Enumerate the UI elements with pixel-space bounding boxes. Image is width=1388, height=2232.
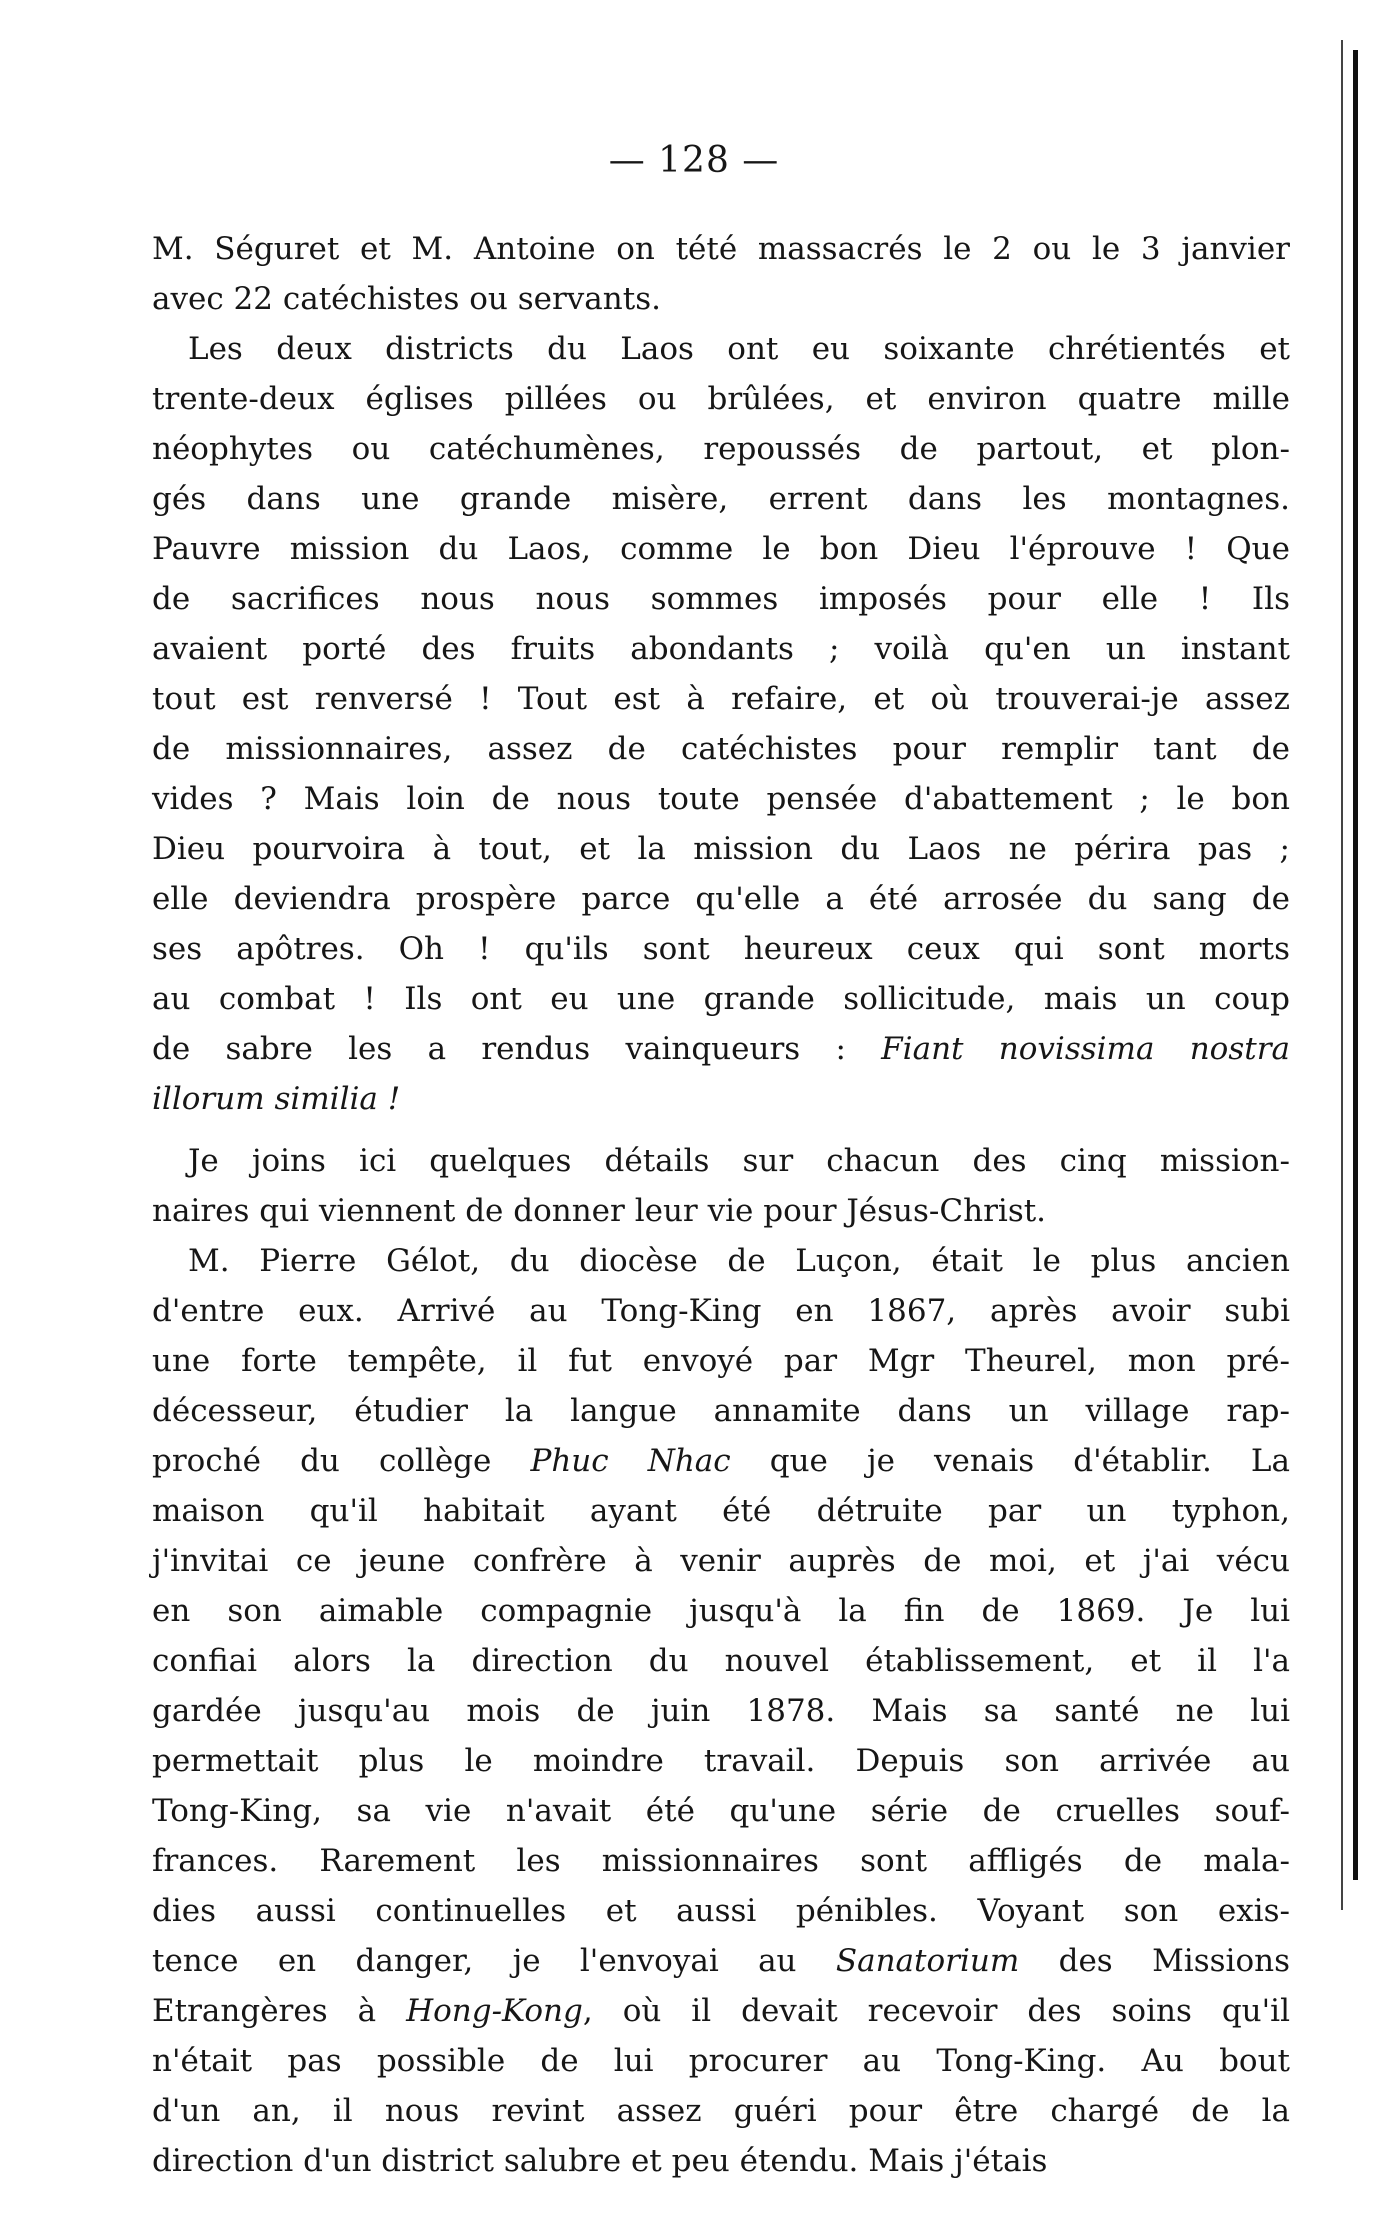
text-line: gés dans une grande misère, errent dans les montagnes.: [152, 481, 1290, 517]
binding-shadow: [1341, 40, 1343, 1910]
college-name: Phuc Nhac: [530, 1443, 731, 1479]
text-line: Tong-King, sa vie n'avait été qu'une série de cruelles souf-: [152, 1793, 1290, 1829]
text-line: avaient porté des fruits abondants ; voilà qu'en un instant: [152, 631, 1290, 667]
text-line: de sacrifices nous nous sommes imposés pour elle ! Ils: [152, 581, 1290, 617]
text-line: permettait plus le moindre travail. Depuis son arrivée au: [152, 1743, 1290, 1779]
text-line: tout est renversé ! Tout est à refaire, et où trouverai-je assez: [152, 681, 1290, 717]
text-line: Je joins ici quelques détails sur chacun des cinq mission-: [188, 1143, 1290, 1179]
text-line: décesseur, étudier la langue annamite dans un village rap-: [152, 1393, 1290, 1429]
text-line: M. Séguret et M. Antoine on tété massacrés le 2 ou le 3 janvier: [152, 231, 1290, 267]
text-line: de sabre les a rendus vainqueurs : Fiant novissima nostra: [152, 1031, 1291, 1067]
text-line: maison qu'il habitait ayant été détruite par un typhon,: [152, 1493, 1290, 1529]
text-line: vides ? Mais loin de nous toute pensée d'abattement ; le bon: [152, 781, 1290, 817]
text-line: de missionnaires, assez de catéchistes pour remplir tant de: [152, 731, 1290, 767]
text-line: en son aimable compagnie jusqu'à la fin de 1869. Je lui: [152, 1593, 1290, 1629]
text-line: elle deviendra prospère parce qu'elle a été arrosée du sang de: [152, 881, 1290, 917]
text-line: Etrangères à Hong-Kong, où il devait recevoir des soins qu'il: [152, 1993, 1290, 2029]
text-line: gardée jusqu'au mois de juin 1878. Mais sa santé ne lui: [152, 1693, 1290, 1729]
text-line: Dieu pourvoira à tout, et la mission du Laos ne périra pas ;: [152, 831, 1290, 867]
text-line: néophytes ou catéchumènes, repoussés de partout, et plon-: [152, 431, 1290, 467]
body-text: [152, 224, 1290, 2186]
text-line: une forte tempête, il fut envoyé par Mgr Theurel, mon pré-: [152, 1343, 1290, 1379]
text-line: frances. Rarement les missionnaires sont affligés de mala-: [152, 1843, 1290, 1879]
text-line: au combat ! Ils ont eu une grande sollicitude, mais un coup: [152, 981, 1290, 1017]
text-line: direction d'un district salubre et peu étendu. Mais j'étais: [152, 2143, 1048, 2179]
text-line: d'un an, il nous revint assez guéri pour être chargé de la: [152, 2093, 1290, 2129]
text-line: Les deux districts du Laos ont eu soixante chrétientés et: [188, 331, 1290, 367]
sanatorium-name: Sanatorium: [835, 1943, 1020, 1979]
text-line: j'invitai ce jeune confrère à venir auprès de moi, et j'ai vécu: [152, 1543, 1290, 1579]
text-line: n'était pas possible de lui procurer au Tong-King. Au bout: [152, 2043, 1290, 2079]
text-line: confiai alors la direction du nouvel établissement, et il l'a: [152, 1643, 1290, 1679]
text-line: M. Pierre Gélot, du diocèse de Luçon, était le plus ancien: [188, 1243, 1290, 1279]
text-line: d'entre eux. Arrivé au Tong-King en 1867, après avoir subi: [152, 1293, 1290, 1329]
text-line: Pauvre mission du Laos, comme le bon Dieu l'éprouve ! Que: [152, 531, 1290, 567]
text-line: proché du collège Phuc Nhac que je venais d'établir. La: [152, 1443, 1290, 1479]
page-number: — 128 —: [608, 140, 780, 181]
text-line: avec 22 catéchistes ou servants.: [152, 281, 661, 317]
latin-quote: Fiant novissima nostra: [881, 1031, 1291, 1067]
text-line: dies aussi continuelles et aussi pénibles. Voyant son exis-: [152, 1893, 1290, 1929]
city-name: Hong-Kong: [406, 1993, 583, 2029]
latin-quote: illorum similia !: [152, 1081, 401, 1117]
text-line: naires qui viennent de donner leur vie pour Jésus-Christ.: [152, 1193, 1047, 1229]
text-line: tence en danger, je l'envoyai au Sanatorium des Missions: [152, 1943, 1290, 1979]
text-line: trente-deux églises pillées ou brûlées, et environ quatre mille: [152, 381, 1290, 417]
binding-edge: [1353, 50, 1358, 1880]
text-line: [152, 1074, 1290, 1124]
text-line: ses apôtres. Oh ! qu'ils sont heureux ceux qui sont morts: [152, 931, 1290, 967]
